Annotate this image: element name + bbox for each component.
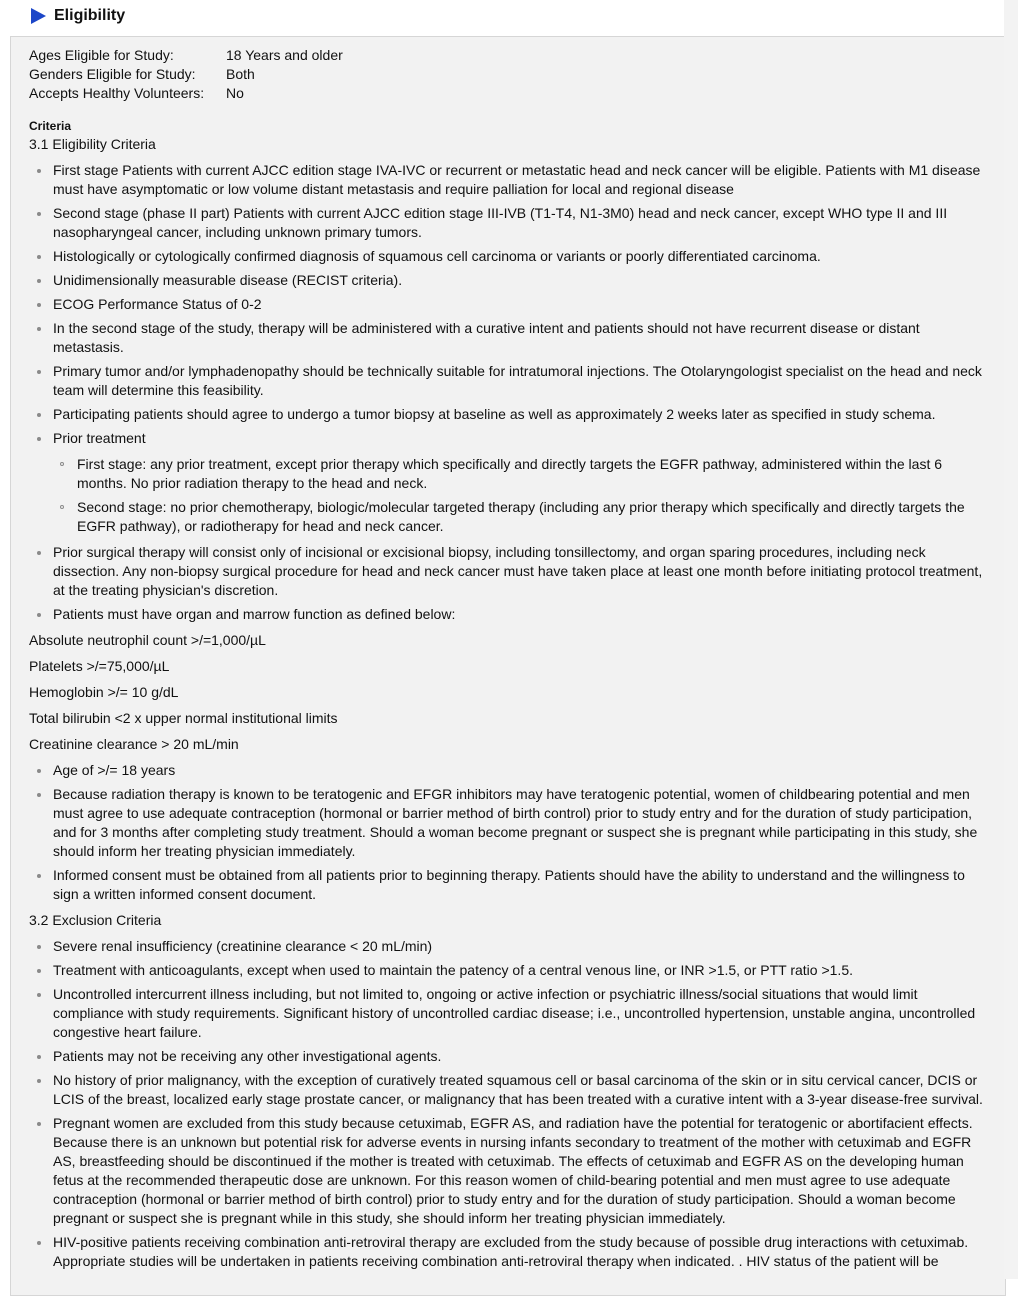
exclusion-heading: 3.2 Exclusion Criteria <box>29 912 162 928</box>
list-item: In the second stage of the study, therapy will be administered with a curative intent and patients should not have recurrent disease or distant metastasis. <box>29 319 989 357</box>
lab-value: Creatinine clearance > 20 mL/min <box>29 736 239 752</box>
lab-value: Absolute neutrophil count >/=1,000/µL <box>29 632 266 648</box>
prior-treatment-list <box>29 455 989 536</box>
list-item: Severe renal insufficiency (creatinine clearance < 20 mL/min) <box>29 937 989 956</box>
list-item: Histologically or cytologically confirmed diagnosis of squamous cell carcinoma or variants or poorly differentiated carcinoma. <box>29 247 989 266</box>
list-item: Uncontrolled intercurrent illness including, but not limited to, ongoing or active infection or psychiatric illness/social situations that would limit compliance with study requirements. Significant history of uncontrolled cardiac disease; i.e., uncontrolled hypertension, unstable angina, uncontrolled congestive heart failure. <box>29 985 989 1042</box>
summary-row <box>29 65 343 84</box>
summary-label: Ages Eligible for Study: <box>29 47 174 63</box>
lab-value: Platelets >/=75,000/µL <box>29 658 170 674</box>
list-item: Because radiation therapy is known to be teratogenic and EFGR inhibitors may have teratogenic potential, women of childbearing potential and men must agree to use adequate contraception (hormonal or barrier method of birth control) prior to study entry and for the duration of study participation, and for 3 months after completing study treatment. Should a woman become pregnant or suspect she is pregnant while participating in this study, she should inform her treating physician immediately. <box>29 785 989 861</box>
section-title: Eligibility <box>54 7 126 24</box>
inclusion-list <box>29 161 989 448</box>
list-item: First stage Patients with current AJCC edition stage IVA-IVC or recurrent or metastatic head and neck cancer will be eligible. Patients with M1 disease must have asymptomatic or low volume distant metastasis and require palliation for local and regional disease <box>29 161 989 199</box>
summary-value: 18 Years and older <box>226 47 343 63</box>
list-item: Patients may not be receiving any other investigational agents. <box>29 1047 989 1066</box>
list-item: Primary tumor and/or lymphadenopathy should be technically suitable for intratumoral injections. The Otolaryngologist specialist on the head and neck team will determine this feasibility. <box>29 362 989 400</box>
summary-value: No <box>226 85 244 101</box>
list-item: Treatment with anticoagulants, except when used to maintain the patency of a central venous line, or INR >1.5, or PTT ratio >1.5. <box>29 961 989 980</box>
summary-label: Genders Eligible for Study: <box>29 66 196 82</box>
criteria-heading: Criteria <box>29 119 72 133</box>
criteria-body <box>29 161 989 1276</box>
list-item: ECOG Performance Status of 0-2 <box>29 295 989 314</box>
eligibility-panel <box>10 36 1006 1296</box>
list-item: Pregnant women are excluded from this study because cetuximab, EGFR AS, and radiation have the potential for teratogenic or abortifacient effects. Because there is an unknown but potential risk for adverse events in nursing infants secondary to treatment of the mother with cetuximab and EGFR AS, breastfeeding should be discontinued if the mother is treated with cetuximab. The effects of cetuximab and EGFR AS on the developing human fetus at the recommended therapeutic dose are unknown. For this reason women of child-bearing potential and men must agree to use adequate contraception (hormonal or barrier method of birth control) prior to study entry and for the duration of study participation. Should a woman become pregnant or suspect she is pregnant while in this study, she should inform her treating physician immediately. <box>29 1114 989 1228</box>
list-item: No history of prior malignancy, with the exception of curatively treated squamous cell or basal carcinoma of the skin or in situ cervical cancer, DCIS or LCIS of the breast, localized early stage prostate cancer, or malignancy that has been treated with a curative intent with a 3-year disease-free survival. <box>29 1071 989 1109</box>
lab-values <box>29 631 989 754</box>
lab-value: Hemoglobin >/= 10 g/dL <box>29 684 179 700</box>
list-item: Age of >/= 18 years <box>29 761 989 780</box>
list-item: First stage: any prior treatment, except prior therapy which specifically and directly targets the EGFR pathway, administered within the last 6 months. No prior radiation therapy to the head and neck. <box>29 455 989 493</box>
exclusion-list <box>29 937 989 1271</box>
list-item: Second stage: no prior chemotherapy, biologic/molecular targeted therapy (including any prior therapy which specifically and directly targets the EGFR pathway), or radiotherapy for head and neck cancer. <box>29 498 989 536</box>
eligibility-summary <box>29 46 343 103</box>
list-item: Second stage (phase II part) Patients with current AJCC edition stage III-IVB (T1-T4, N1-3M0) head and neck cancer, except WHO type II and III nasopharyngeal cancer, including unknown primary tumors. <box>29 204 989 242</box>
inclusion-list-continued <box>29 543 989 624</box>
section-header <box>0 0 1018 36</box>
summary-label: Accepts Healthy Volunteers: <box>29 85 205 101</box>
list-item: Prior surgical therapy will consist only of incisional or excisional biopsy, including tonsillectomy, and organ sparing procedures, including neck dissection. Any non-biopsy surgical procedure for head and neck cancer must have taken place at least one month before initiating protocol treatment, at the treating physician's discretion. <box>29 543 989 600</box>
scrollbar-track[interactable] <box>1004 0 1018 1279</box>
list-item: Informed consent must be obtained from all patients prior to beginning therapy. Patients should have the ability to understand and the willingness to sign a written informed consent document. <box>29 866 989 904</box>
inclusion-heading: 3.1 Eligibility Criteria <box>29 136 156 152</box>
summary-row <box>29 84 343 103</box>
list-item: HIV-positive patients receiving combination anti-retroviral therapy are excluded from the study because of possible drug interactions with cetuximab. Appropriate studies will be undertaken in patients receiving combination anti-retroviral therapy when indicated. . HIV status of the patient will be <box>29 1233 989 1271</box>
list-item: Prior treatment <box>29 429 989 448</box>
inclusion-list-end <box>29 761 989 904</box>
list-item: Unidimensionally measurable disease (RECIST criteria). <box>29 271 989 290</box>
triangle-right-icon[interactable] <box>31 8 46 24</box>
list-item: Patients must have organ and marrow function as defined below: <box>29 605 989 624</box>
summary-value: Both <box>226 66 255 82</box>
list-item: Participating patients should agree to undergo a tumor biopsy at baseline as well as approximately 2 weeks later as specified in study schema. <box>29 405 989 424</box>
summary-row <box>29 46 343 65</box>
lab-value: Total bilirubin <2 x upper normal institutional limits <box>29 710 338 726</box>
